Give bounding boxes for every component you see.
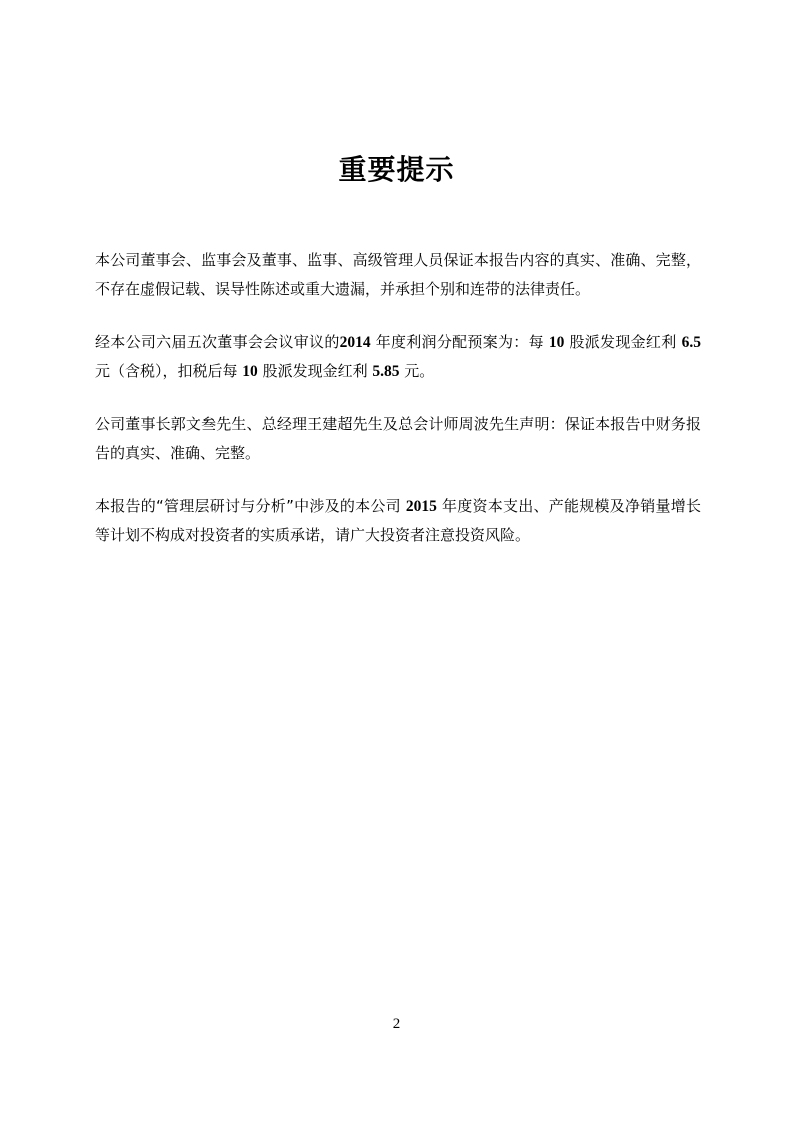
responsibility-statement: 本公司董事会、监事会及董事、监事、高级管理人员保证本报告内容的真实、准确、完整，不存在虚假记载、误导性陈述或重大遗漏，并承担个别和连带的法律责任。 [95,251,701,298]
page-title: 重要提示 [338,153,455,186]
year-value: 2014 [339,334,371,351]
profit-distribution-statement [95,328,701,386]
shares-value: 10 [548,334,565,351]
forward-looking-disclaimer [95,492,701,550]
text-segment: 元（含税），扣税后每 [95,362,238,380]
pretax-dividend-value: 6.5 [681,334,701,351]
aftertax-dividend-value: 5.85 [372,363,400,380]
year-value: 2015 [405,498,437,515]
text-segment: 年度资本支出、产能规模及净销量增长等计划不构成对投资者的实质承诺，请广大投资者注意投资风险。 [95,497,701,544]
text-segment: 本报告的“管理层研讨与分析”中涉及的本公司 [95,497,401,515]
text-segment: 年度利润分配预案为：每 [375,333,544,351]
notice-body [95,246,701,550]
executives-declaration: 公司董事长郭文叁先生、总经理王建超先生及总会计师周波先生声明：保证本报告中财务报告的真实、准确、完整。 [95,415,701,462]
text-segment: 股派发现金红利 [262,362,368,380]
page-number: 2 [392,1016,401,1032]
text-segment: 股派发现金红利 [569,333,677,351]
text-segment: 经本公司六届五次董事会会议审议的 [95,333,340,351]
text-segment: 元。 [404,362,435,380]
shares-value: 10 [242,363,258,380]
